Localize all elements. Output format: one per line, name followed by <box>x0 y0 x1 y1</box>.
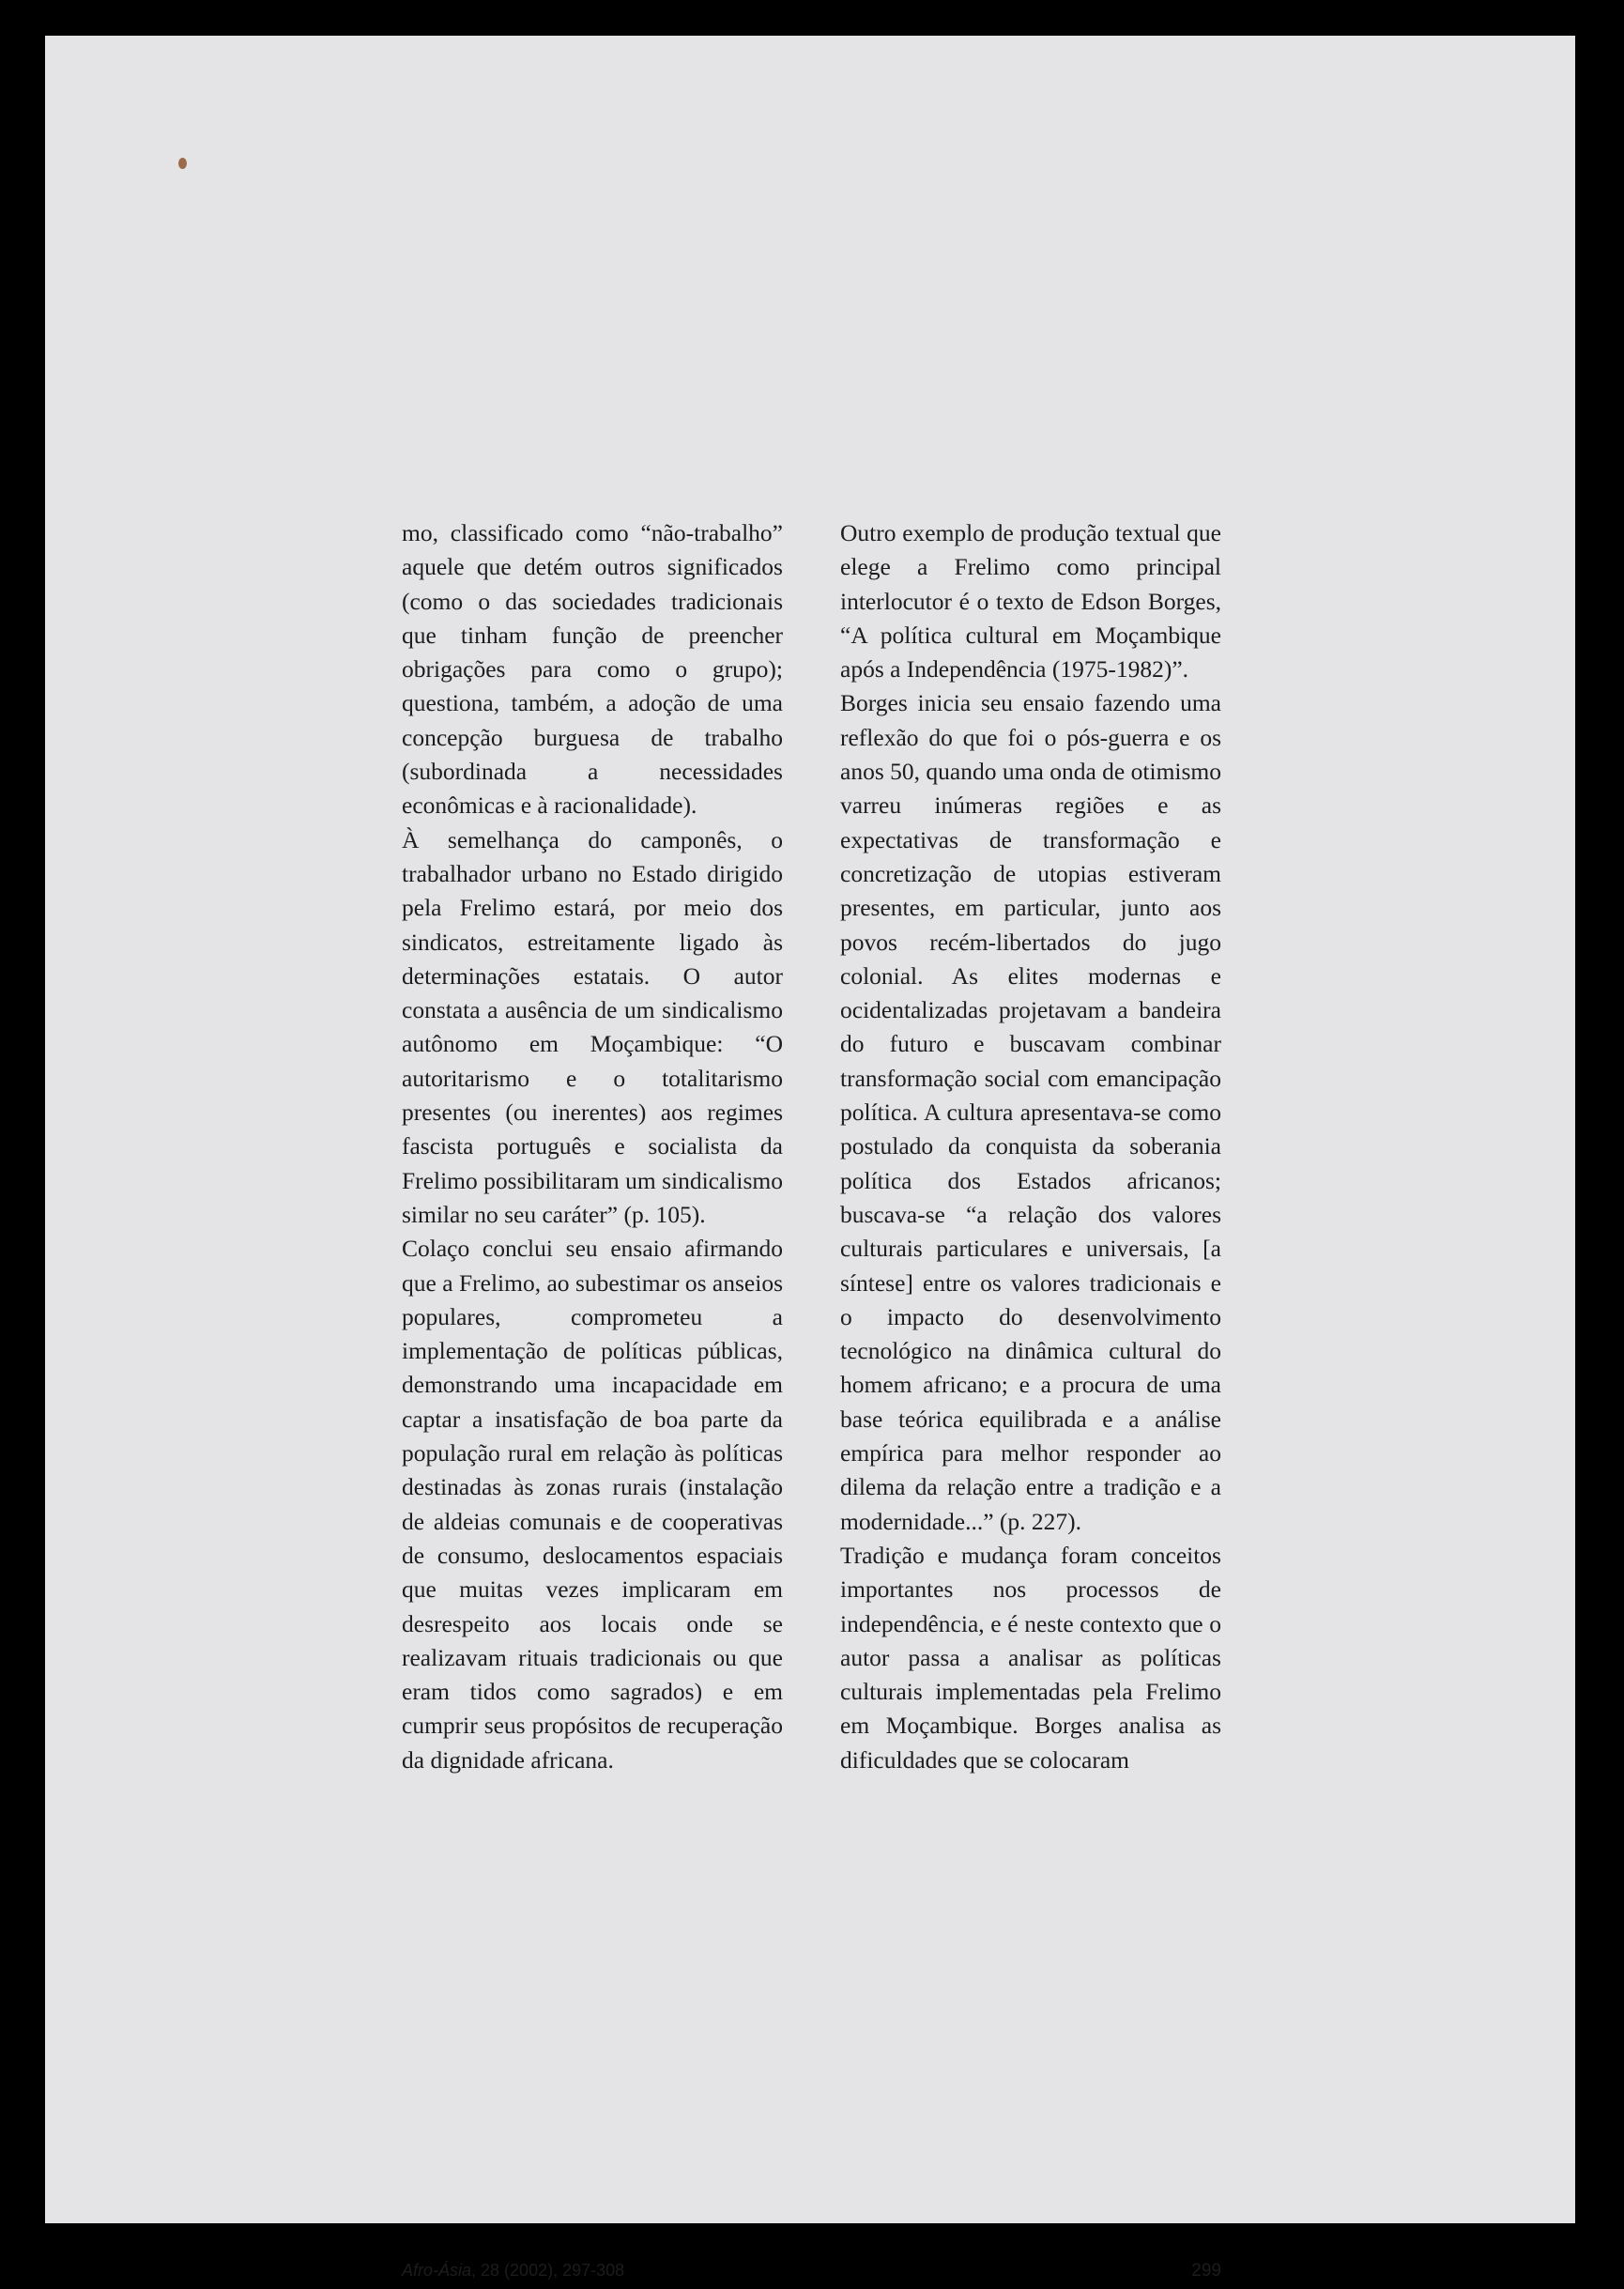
footer-citation <box>402 2261 624 2281</box>
page-number: 299 <box>1191 2261 1221 2281</box>
left-text-column <box>402 516 783 1777</box>
citation-details: , 28 (2002), 297-308 <box>471 2261 625 2280</box>
document-page <box>45 36 1575 2281</box>
paragraph: Tradição e mudança foram conceitos importantes nos processos de independência, e é neste contexto que o autor passa a analisar as políticas culturais implementadas pela Frelimo em Moçambique. Borges analisa as dificuldades que se colocaram <box>840 1541 1221 1774</box>
paragraph: Outro exemplo de produção textual que elege a Frelimo como principal interlocutor é o texto de Edson Borges, “A política cultural em Moçambique após a Independência (1975-1982)”. <box>840 519 1221 684</box>
paragraph: mo, classificado como “não-trabalho” aquele que detém outros significados (como o das sociedades tradicionais que tinham função de preencher obrigações para como o grupo); questiona, também, a adoção de uma concepção burguesa de trabalho (subordinada a necessidades econômicas e à racionalidade). <box>402 519 783 820</box>
paragraph: Colaço conclui seu ensaio afirmando que a Frelimo, ao subestimar os anseios populares, comprometeu a implementação de políticas públicas, demonstrando uma incapacidade em captar a insatisfação de boa parte da população rural em relação às políticas destinadas às zonas rurais (instalação de aldeias comunais e de cooperativas de consumo, deslocamentos espaciais que muitas vezes implicaram em desrespeito aos locais onde se realizavam rituais tradicionais ou que eram tidos como sagrados) e em cumprir seus propósitos de recuperação da dignidade africana. <box>402 1235 783 1774</box>
paper-speck <box>178 158 187 169</box>
paragraph: Borges inicia seu ensaio fazendo uma reflexão do que foi o pós-guerra e os anos 50, quando uma onda de otimismo varreu inúmeras regiões e as expectativas de transformação e concretização de utopias estiveram presentes, em particular, junto aos povos recém-libertados do jugo colonial. As elites modernas e ocidentalizadas projetavam a bandeira do futuro e buscavam combinar transformação social com emancipação política. A cultura apresentava-se como postulado da conquista da soberania política dos Estados africanos; buscava-se “a relação dos valores culturais particulares e universais, [a síntese] entre os valores tradicionais e o impacto do desenvolvimento tecnológico na dinâmica cultural do homem africano; e a procura de uma base teórica equilibrada e a análise empírica para melhor responder ao dilema da relação entre a tradição e a modernidade...” (p. 227). <box>840 689 1221 1535</box>
page-footer <box>402 2261 1221 2289</box>
journal-name: Afro-Ásia <box>402 2261 472 2280</box>
paragraph: À semelhança do camponês, o trabalhador urbano no Estado dirigido pela Frelimo estará, por meio dos sindicatos, estreitamente ligado às determinações estatais. O autor constata a ausência de um sindicalismo autônomo em Moçambique: “O autoritarismo e o totalitarismo presentes (ou inerentes) aos regimes fascista português e socialista da Frelimo possibilitaram um sindicalismo similar no seu caráter” (p. 105). <box>402 825 783 1228</box>
right-text-column <box>840 516 1221 1777</box>
